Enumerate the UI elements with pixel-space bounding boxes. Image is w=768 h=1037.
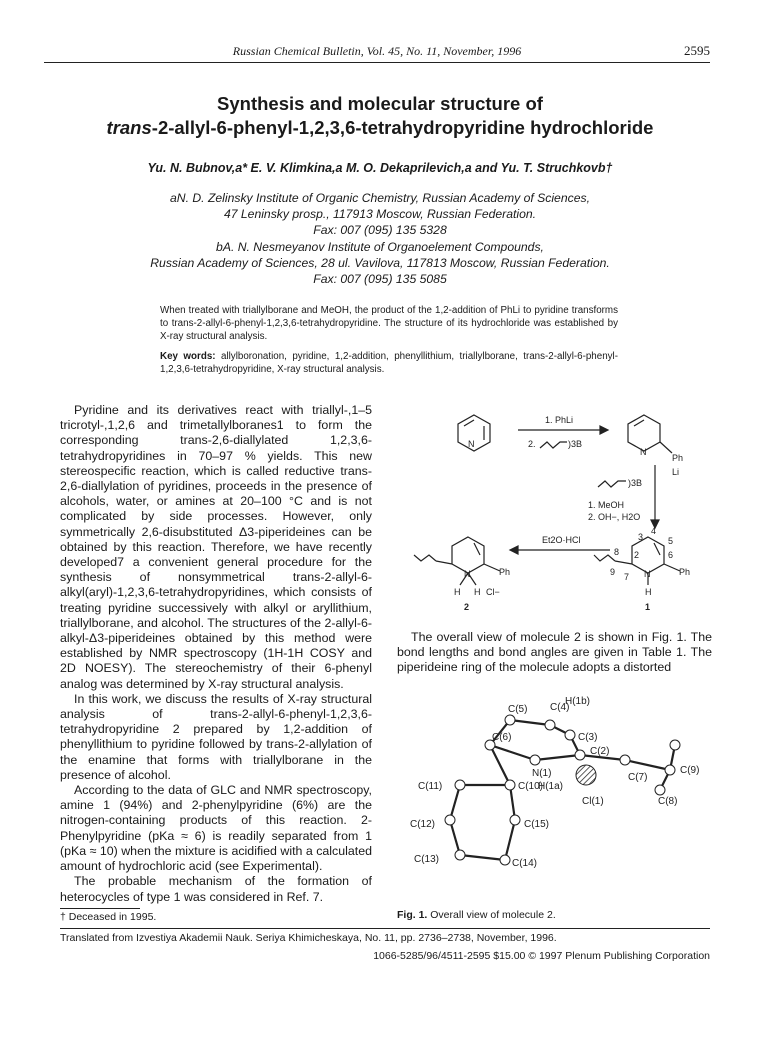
keywords-label: Key words:	[160, 350, 216, 362]
affiliation-line: aN. D. Zelinsky Institute of Organic Chemistry, Russian Academy of Sciences,	[170, 191, 590, 205]
footer-rule	[60, 928, 710, 929]
atom-label: C(11)	[418, 781, 443, 792]
locant-2: 2	[634, 550, 640, 560]
atom-label: C(6)	[492, 732, 512, 743]
reagent-meoh: 1. MeOH	[588, 500, 625, 510]
intermediate-borate: )3B	[628, 478, 643, 488]
title-line-1: Synthesis and molecular structure of	[217, 93, 543, 114]
atom-label: Cl(1)	[582, 796, 604, 807]
abstract	[160, 304, 618, 376]
caption-label: Fig. 1.	[397, 909, 428, 921]
chlorine-atom	[576, 765, 596, 785]
reagent-oh: 2. OH−, H2O	[588, 512, 641, 522]
paragraph: In this work, we discuss the results of X-ray structural analysis of trans-2-allyl-6-phenyl-1,2,3,6-tetrahydropyridine 2 prepared by 1,2-addition of phenyllithium to pyridine followed by trans-2-allylation of the enamine that forms with triallylborane in the presence of alcohol.	[60, 691, 372, 782]
journal-citation: Russian Chemical Bulletin, Vol. 45, No. 11, November, 1996	[232, 44, 522, 58]
intermediate-li: Li	[672, 467, 680, 477]
keywords	[160, 350, 618, 376]
product-2-ring	[452, 537, 484, 573]
locant-8: 8	[614, 547, 620, 557]
right-column	[397, 630, 712, 676]
locant-3: 3	[638, 532, 644, 542]
paragraph: Pyridine and its derivatives react with triallyl-,1–5 tricrotyl-,1,2,6 and trimetallylboranes1 to form the corresponding trans-2,6-diallylated 1,2,3,6-tetrahydropyridines in 70–97 % yields. This new stereospecific reaction, which is called reductive trans-2,6-diallylation of pyridines, proceeds in the presence of alcohols, water, or amines at 20–100 °C and is not complicated by side processes. However, only symmetrically 2,6-disubstituted Δ3-piperideines can be obtained by this reaction. Therefore, we have recently developed7 a convenient general procedure for the synthesis of nonsymmetrical trans-2-allyl-6-alkyl(aryl)-1,2,3,6-tetrahydropyridines, which consists of treating pyridine successively with alkyl or aryllithium, triallylborane, and alcohol. The structures of the 2-allyl-6-alkyl-Δ3-piperideines obtained by this method were established by NMR spectroscopy (1H-1H COSY and 2D NOESY). The stereochemistry of their 6-phenyl analog was determined by X-ray structural analysis.	[60, 403, 372, 691]
page-number: 2595	[684, 43, 710, 58]
reagent-hcl: Et2O·HCl	[542, 535, 581, 545]
product-1-n: N	[644, 569, 651, 579]
atom-label: C(12)	[410, 819, 436, 830]
footnote: † Deceased in 1995.	[60, 911, 157, 923]
reagent-phli: 1. PhLi	[545, 415, 574, 425]
title-line-2	[60, 116, 700, 140]
locant-4: 4	[651, 526, 657, 536]
reagent-step2: 2.	[528, 439, 536, 449]
product-2-h1: H	[454, 587, 461, 597]
affiliations	[60, 190, 700, 287]
locant-9: 9	[610, 567, 616, 577]
atom-label: C(10)	[518, 781, 544, 792]
product-1-h: H	[645, 587, 652, 597]
author-list: Yu. N. Bubnov,a* E. V. Klimkina,a M. O. Dekaprilevich,a and Yu. T. Struchkovb†	[147, 161, 613, 175]
affiliation-line: Fax: 007 (095) 135 5328	[313, 223, 447, 238]
atom-label: C(5)	[508, 704, 528, 715]
abstract-text: When treated with triallylborane and MeOH, the product of the 1,2-addition of PhLi to pyridine transforms to trans-2-allyl-6-phenyl-1,2,3,6-tetrahydropyridine. The structure of its hydrochloride was established by X-ray structural analysis.	[160, 305, 618, 343]
caption-text: Overall view of molecule 2.	[430, 909, 556, 921]
affiliation-line: bA. N. Nesmeyanov Institute of Organoelement Compounds,	[216, 239, 544, 254]
atom-label: H(1a)	[538, 781, 564, 792]
paragraph: The probable mechanism of the formation of heterocycles of type 1 was considered in Ref. 7.	[60, 874, 372, 904]
atom-label: C(4)	[550, 702, 570, 713]
product-1-ph: Ph	[679, 567, 691, 577]
product-2-h2: H	[474, 587, 481, 597]
title-trans: trans	[106, 117, 152, 138]
atom-label: C(8)	[658, 796, 678, 807]
atom-label: N(1)	[532, 768, 552, 779]
atom-label: C(15)	[524, 819, 550, 830]
atom-label: C(13)	[414, 854, 440, 865]
copyright-line: 1066-5285/96/4511-2595 $15.00 © 1997 Plenum Publishing Corporation	[373, 950, 710, 962]
atom-label: C(3)	[578, 732, 598, 743]
product-2-cl: Cl−	[486, 587, 500, 597]
atom-label: C(2)	[590, 746, 610, 757]
keywords-text: allylboronation, pyridine, 1,2-addition, phenyllithium, triallylborane, trans-2-allyl-6-phenyl-1,2,3,6-tetrahydropyridine, X-ray structural analysis.	[160, 350, 618, 375]
affiliation-line: 47 Leninsky prosp., 117913 Moscow, Russian Federation.	[223, 207, 537, 222]
header-rule	[44, 62, 710, 63]
reagent-borane: )3B	[568, 439, 583, 449]
title-compound: -2-allyl-6-phenyl-1,2,3,6-tetrahydropyridine hydrochloride	[151, 117, 654, 138]
paragraph: According to the data of GLC and NMR spectroscopy, amine 1 (94%) and 2-phenylpyridine (6%) are the nitrogen-containing products of this reaction. 2-Phenylpyridine (pKa ≈ 6) is readily separated from 1 (pKa ≈ 10) when the mixture is acidified with a calculated amount of hydrochloric acid (see Experimental).	[60, 783, 372, 874]
atom-label: H(1b)	[565, 696, 591, 707]
affiliation-line: Russian Academy of Sciences, 28 ul. Vavilova, 117813 Moscow, Russian Federation.	[150, 255, 610, 270]
reaction-scheme	[390, 395, 720, 620]
intermediate-n: N	[640, 447, 647, 457]
molecule-figure	[400, 690, 715, 900]
atom-label: C(9)	[680, 765, 700, 776]
atom-label: C(14)	[512, 858, 538, 869]
compound-label-2: 2	[464, 602, 470, 612]
locant-7: 7	[624, 572, 630, 582]
footnote-rule	[60, 908, 140, 909]
locant-6: 6	[668, 550, 674, 560]
compound-label-1: 1	[645, 602, 651, 612]
product-2-n: N	[464, 569, 471, 579]
locant-5: 5	[668, 536, 674, 546]
intermediate-ph: Ph	[672, 453, 684, 463]
paragraph: The overall view of molecule 2 is shown in Fig. 1. The bond lengths and bond angles are given in Table 1. The piperideine ring of the molecule adopts a distorted	[397, 630, 712, 675]
paper-title	[60, 92, 700, 140]
figure-caption	[397, 909, 556, 921]
product-2-ph: Ph	[499, 567, 511, 577]
affiliation-line: Fax: 007 (095) 135 5085	[313, 272, 447, 287]
translation-note: Translated from Izvestiya Akademii Nauk. Seriya Khimicheskaya, No. 11, pp. 2736–2738, November, 1996.	[60, 932, 557, 944]
running-header	[44, 44, 710, 59]
left-column	[60, 403, 372, 905]
atom-label: C(7)	[628, 772, 648, 783]
pyridine-n: N	[468, 439, 475, 449]
